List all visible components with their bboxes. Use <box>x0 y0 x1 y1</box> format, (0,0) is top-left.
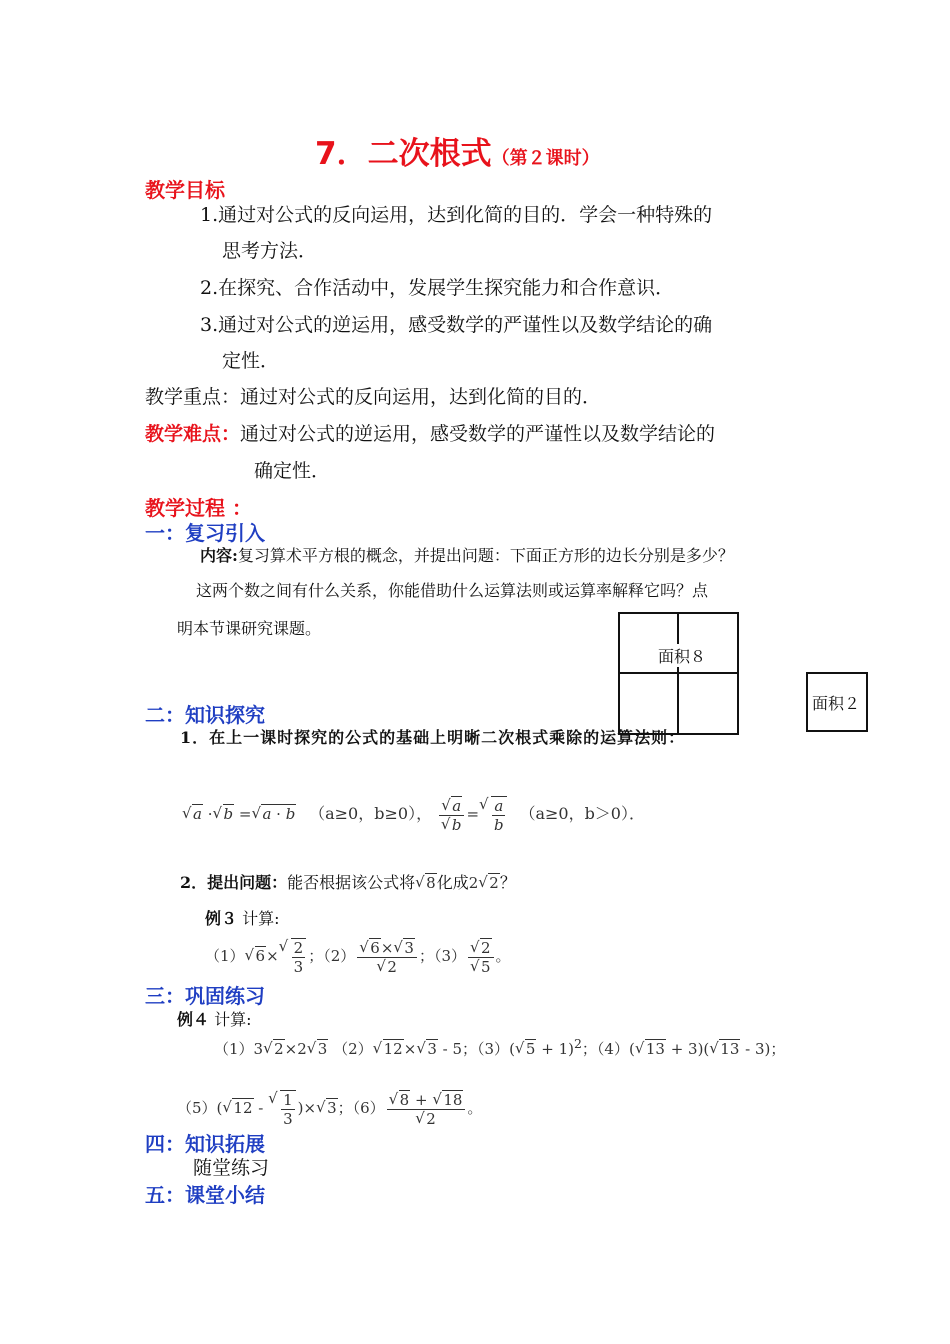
example4-label: 例４ <box>177 1010 210 1029</box>
ex3-2-label: ；（2） <box>308 947 356 965</box>
point2-mid: 化成 <box>436 873 469 892</box>
section4-text: 随堂练习 <box>193 1157 270 1179</box>
difficulty-line1: 通过对公式的逆运用，感受数学的严谨性以及数学结论的 <box>240 423 716 445</box>
point2-text: 能否根据该公式将 <box>287 873 416 892</box>
example4 <box>177 1007 252 1030</box>
difficulty <box>145 419 715 446</box>
p5-label: （5） <box>177 1099 217 1117</box>
key-point-text: 通过对公式的反向运用，达到化简的目的． <box>240 386 602 408</box>
p4-end: ； <box>770 1040 786 1058</box>
example3-label: 例３ <box>205 909 238 928</box>
key-point <box>145 382 601 409</box>
objective-1-line2: 思考方法． <box>222 240 318 262</box>
title-main: 7．二次根式 <box>315 136 492 172</box>
p2-label: （2） <box>333 1040 373 1058</box>
page-title <box>315 128 600 173</box>
objective-3-line1: 3.通过对公式的逆运用，感受数学的严谨性以及数学结论的确 <box>200 314 713 336</box>
large-square-label: 面积８ <box>656 644 708 667</box>
example3-text: 计算: <box>242 909 280 928</box>
large-square-hline <box>618 672 739 674</box>
p1-label: （1）3 <box>214 1040 264 1058</box>
formula-cond1: （a≥0，b≥0）， <box>309 804 433 823</box>
p6-end: 。 <box>467 1099 483 1117</box>
p4-label: ；（4） <box>581 1040 629 1058</box>
objective-3-line2: 定性． <box>222 350 280 372</box>
example4-text: 计算: <box>214 1010 252 1029</box>
objective-1-line1: 1.通过对公式的反向运用，达到化简的目的．学会一种特殊的 <box>200 204 713 226</box>
section1-content-line3: 明本节课研究课题。 <box>177 619 322 638</box>
section3-heading: 三：巩固练习 <box>145 984 265 1008</box>
formula-cond2: （a≥0，b＞0）． <box>519 804 645 823</box>
section2-point2: 2．提出问题：能否根据该公式将√ 8化成2√ 2？ <box>180 870 516 893</box>
example4-row2: （5）(√ 12 - √ $\frac{1}{3}$ )×√ 3；（6） √ 8 + √ 18 √ 2 。 <box>177 1090 482 1128</box>
objective-2-line1: 2.在探究、合作活动中，发展学生探究能力和合作意识． <box>200 277 675 299</box>
point2-end: ？ <box>499 873 516 892</box>
key-point-label: 教学重点： <box>145 386 241 408</box>
p5-mid: ；（6） <box>337 1099 385 1117</box>
section5-heading: 五：课堂小结 <box>145 1183 265 1207</box>
p3-label: ；（3） <box>462 1040 510 1058</box>
section4-heading: 四：知识拓展 <box>145 1132 265 1156</box>
section1-heading: 一：复习引入 <box>145 521 265 545</box>
title-sub: （第２课时） <box>491 148 600 169</box>
example3 <box>205 906 280 929</box>
ex3-end: 。 <box>495 947 511 965</box>
example3-problems: （1）√ 6× √ $\frac{2}{3}$ ；（2） √ 6×√ 3 √ 2 ；（3） √ 2 √ 5 。 <box>205 938 511 976</box>
objectives-heading: 教学目标 <box>145 178 225 202</box>
difficulty-label: 教学难点： <box>145 423 241 445</box>
process-heading: 教学过程 ： <box>145 496 252 520</box>
ex3-1-label: （1） <box>205 947 245 965</box>
formula-row: √ a ·√ b =√ a · b （a≥0，b≥0）， √ a √ b = √ $\frac{a}{b}$ （a≥0，b＞0）． <box>182 796 645 834</box>
content-text-1: 复习算术平方根的概念，并提出问题：下面正方形的边长分别是多少？ <box>237 546 734 565</box>
section1-content-line2: 这两个数之间有什么关系，你能借助什么运算法则或运算率解释它吗？点 <box>196 581 709 600</box>
section2-point1: 1．在上一课时探究的公式的基础上明晰二次根式乘除的运算法则： <box>180 728 686 747</box>
section2-heading: 二：知识探究 <box>145 703 265 727</box>
section1-content-line1 <box>200 543 734 566</box>
difficulty-line2: 确定性． <box>254 460 331 482</box>
example4-row1: （1）3√ 2×2√ 3 （2）√ 12×√ 3 - 5；（3）(√ 5 + 1)$^2$；（4）(√ 13 + 3)(√ 13 - 3)； <box>214 1036 785 1059</box>
small-square-label: 面积２ <box>812 694 861 713</box>
content-label: 内容: <box>200 546 238 565</box>
point2-label: 2．提出问题： <box>180 873 288 892</box>
ex3-3-label: ；（3） <box>418 947 466 965</box>
